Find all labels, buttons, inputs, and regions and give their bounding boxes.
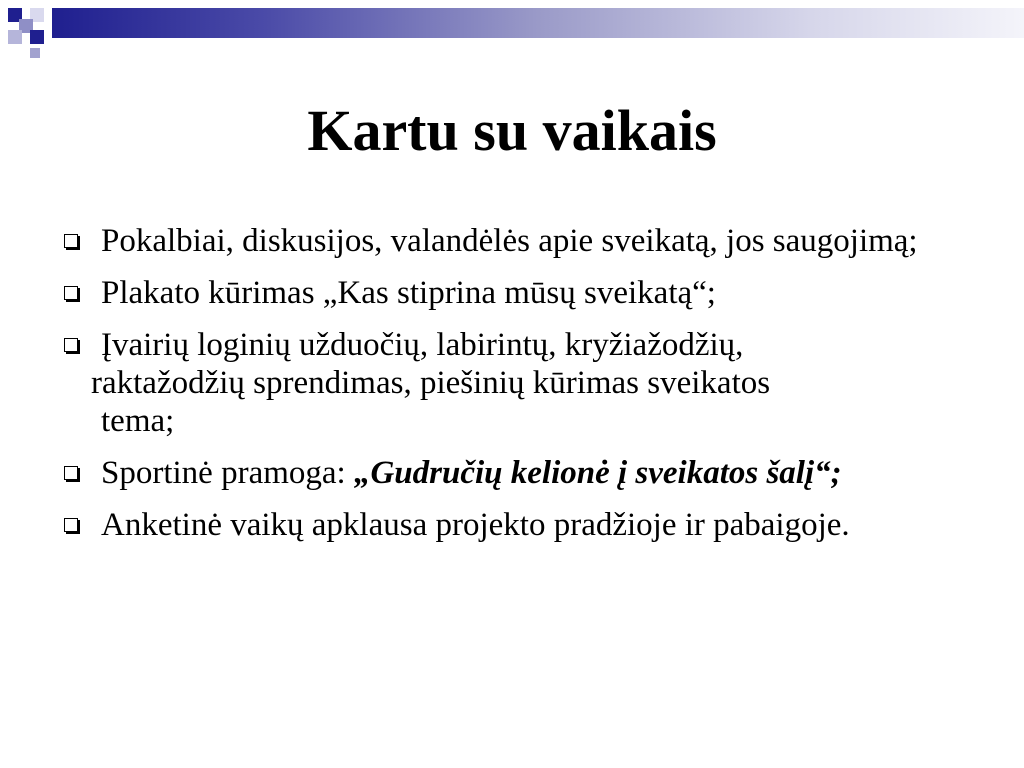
hollow-square-bullet-icon: [64, 286, 78, 300]
bullet-text: Anketinė vaikų apklausa projekto pradžioje ir pabaigoje.: [101, 507, 850, 543]
decorative-square-icon: [30, 48, 40, 58]
bullet-list: [0, 222, 1024, 558]
bullet-item: [0, 274, 1024, 312]
header-gradient-band: [52, 8, 1024, 38]
bullet-text: Pokalbiai, diskusijos, valandėlės apie sveikatą, jos saugojimą;: [101, 223, 918, 259]
bullet-text: Plakato kūrimas „Kas stiprina mūsų sveikatą“;: [101, 275, 716, 311]
bullet-text: Sportinė pramoga:: [101, 455, 354, 491]
hollow-square-bullet-icon: [64, 234, 78, 248]
bullet-text-line: tema;: [101, 403, 175, 439]
bullet-text-line: raktažodžių sprendimas, piešinių kūrimas sveikatos: [91, 365, 771, 401]
bullet-text-line: Įvairių loginių užduočių, labirintų, kryžiažodžių,: [101, 327, 744, 363]
bullet-item: [0, 326, 1024, 440]
slide-title: Kartu su vaikais: [307, 98, 717, 163]
bullet-item: [0, 222, 1024, 260]
bullet-item: [0, 506, 1024, 544]
hollow-square-bullet-icon: [64, 518, 78, 532]
decorative-square-icon: [30, 30, 44, 44]
hollow-square-bullet-icon: [64, 466, 78, 480]
event-title-emphasis: „Gudručių kelionė į sveikatos šalį“;: [353, 455, 842, 491]
hollow-square-bullet-icon: [64, 338, 78, 352]
bullet-item: [0, 454, 1024, 492]
decorative-square-icon: [8, 30, 22, 44]
